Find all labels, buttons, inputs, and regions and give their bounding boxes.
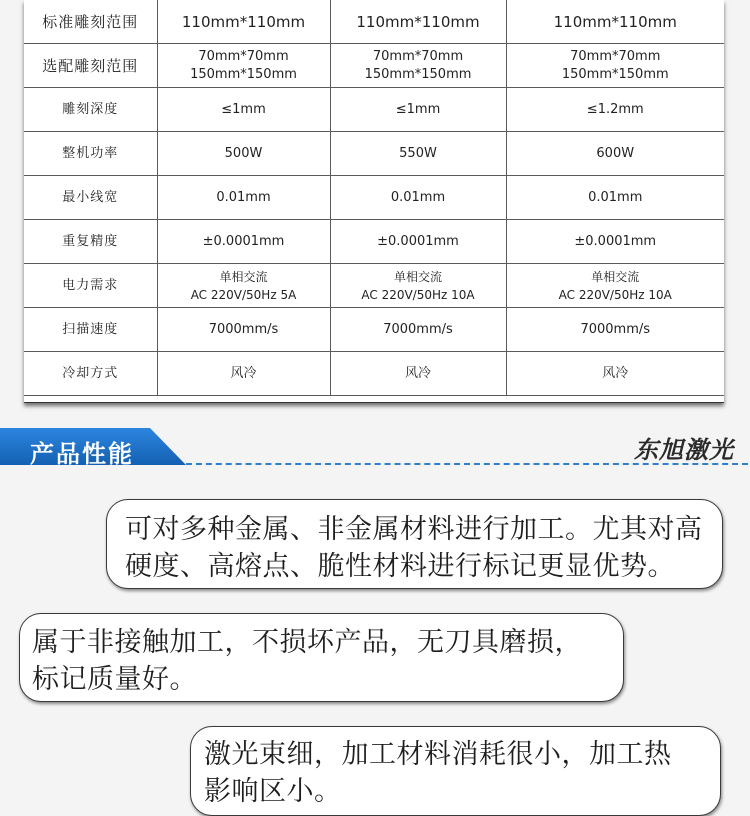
spec-value-line: 0.01mm [216, 189, 271, 205]
spec-value-line: 风冷 [230, 365, 257, 381]
spec-row [24, 44, 724, 88]
spec-value-line: ≤1mm [221, 101, 266, 117]
feature-bubble [106, 499, 723, 589]
spec-label: 重复精度 [24, 220, 157, 264]
spec-value [506, 176, 724, 220]
feature-line: 属于非接触加工，不损坏产品，无刀具磨损， [32, 627, 582, 658]
spec-row [24, 88, 724, 132]
spec-value-line: 0.01mm [390, 189, 446, 205]
spec-value-line: 70mm*70mm [198, 48, 289, 64]
spec-value-line: ±0.0001mm [574, 233, 657, 249]
spec-value [330, 44, 506, 88]
spec-row [24, 0, 724, 44]
spec-value-line: AC 220V/50Hz 5A [190, 287, 297, 302]
spec-row [24, 308, 724, 352]
spec-value-line: 70mm*70mm [372, 48, 464, 64]
spec-value-line: 风冷 [602, 365, 629, 381]
feature-line: 可对多种金属、非金属材料进行加工。尤其对高 [125, 514, 703, 545]
spec-value [506, 88, 724, 132]
spec-value-line: ±0.0001mm [377, 233, 459, 249]
spec-row [24, 264, 724, 308]
spec-value-line: ±0.0001mm [202, 233, 285, 249]
spec-label: 选配雕刻范围 [24, 44, 157, 88]
spec-label: 最小线宽 [24, 176, 157, 220]
brand-name: 东旭激光 [634, 435, 734, 464]
spec-value [506, 264, 724, 308]
spec-value-line: 110mm*110mm [356, 12, 480, 31]
spec-value [157, 44, 330, 88]
spec-value [330, 132, 506, 176]
feature-line: 标记质量好。 [32, 664, 197, 695]
spec-label: 整机功率 [24, 132, 157, 176]
feature-line: 影响区小。 [204, 776, 342, 807]
spec-value [330, 0, 506, 44]
spec-value-line: 单相交流 [219, 269, 268, 284]
spec-value-line: 单相交流 [393, 269, 442, 284]
feature-bubble [19, 613, 624, 702]
spec-row [24, 352, 724, 396]
spec-label: 电力需求 [24, 264, 157, 308]
spec-value-line: 风冷 [404, 365, 431, 381]
spec-value-line: 7000mm/s [208, 321, 279, 337]
spec-value [330, 176, 506, 220]
spec-value [157, 352, 330, 396]
spec-value [330, 264, 506, 308]
spec-value-line: 7000mm/s [580, 321, 651, 337]
spec-value-line: 150mm*150mm [190, 66, 297, 82]
spec-value [157, 220, 330, 264]
feature-line: 激光束细，加工材料消耗很小，加工热 [204, 739, 672, 770]
spec-value [330, 308, 506, 352]
spec-value [157, 176, 330, 220]
spec-value-line: 110mm*110mm [553, 12, 677, 31]
spec-value-line: 70mm*70mm [570, 48, 661, 64]
spec-label: 雕刻深度 [24, 88, 157, 132]
spec-table [24, 0, 724, 396]
feature-line: 硬度、高熔点、脆性材料进行标记更显优势。 [125, 551, 675, 582]
spec-value [157, 132, 330, 176]
spec-value-line: ≤1.2mm [586, 101, 644, 117]
spec-value [330, 88, 506, 132]
spec-value [157, 264, 330, 308]
spec-value [506, 308, 724, 352]
spec-row [24, 220, 724, 264]
spec-row [24, 176, 724, 220]
spec-value [506, 0, 724, 44]
spec-value-line: 7000mm/s [383, 321, 453, 337]
spec-value-line: 600W [596, 145, 635, 161]
section-header [0, 424, 750, 466]
spec-value [157, 88, 330, 132]
spec-value-line: AC 220V/50Hz 10A [558, 287, 672, 302]
spec-value [157, 308, 330, 352]
spec-value-line: ≤1mm [395, 101, 441, 117]
spec-value-line: 150mm*150mm [364, 66, 472, 82]
spec-value [506, 132, 724, 176]
spec-value-line: 500W [224, 145, 263, 161]
spec-value [330, 220, 506, 264]
feature-bubble [190, 726, 721, 816]
spec-value [506, 220, 724, 264]
spec-value-line: 0.01mm [588, 189, 643, 205]
spec-label: 标准雕刻范围 [24, 0, 157, 44]
spec-value-line: 单相交流 [591, 269, 640, 284]
spec-value-line: 550W [399, 145, 437, 161]
spec-label: 扫描速度 [24, 308, 157, 352]
spec-value [330, 352, 506, 396]
spec-value [506, 44, 724, 88]
spec-value [506, 352, 724, 396]
spec-table-container [24, 0, 724, 403]
spec-value [157, 0, 330, 44]
section-title: 产品性能 [30, 439, 134, 468]
spec-row [24, 132, 724, 176]
spec-value-line: 150mm*150mm [561, 66, 669, 82]
spec-value-line: AC 220V/50Hz 10A [361, 287, 475, 302]
spec-label: 冷却方式 [24, 352, 157, 396]
spec-value-line: 110mm*110mm [181, 12, 306, 31]
